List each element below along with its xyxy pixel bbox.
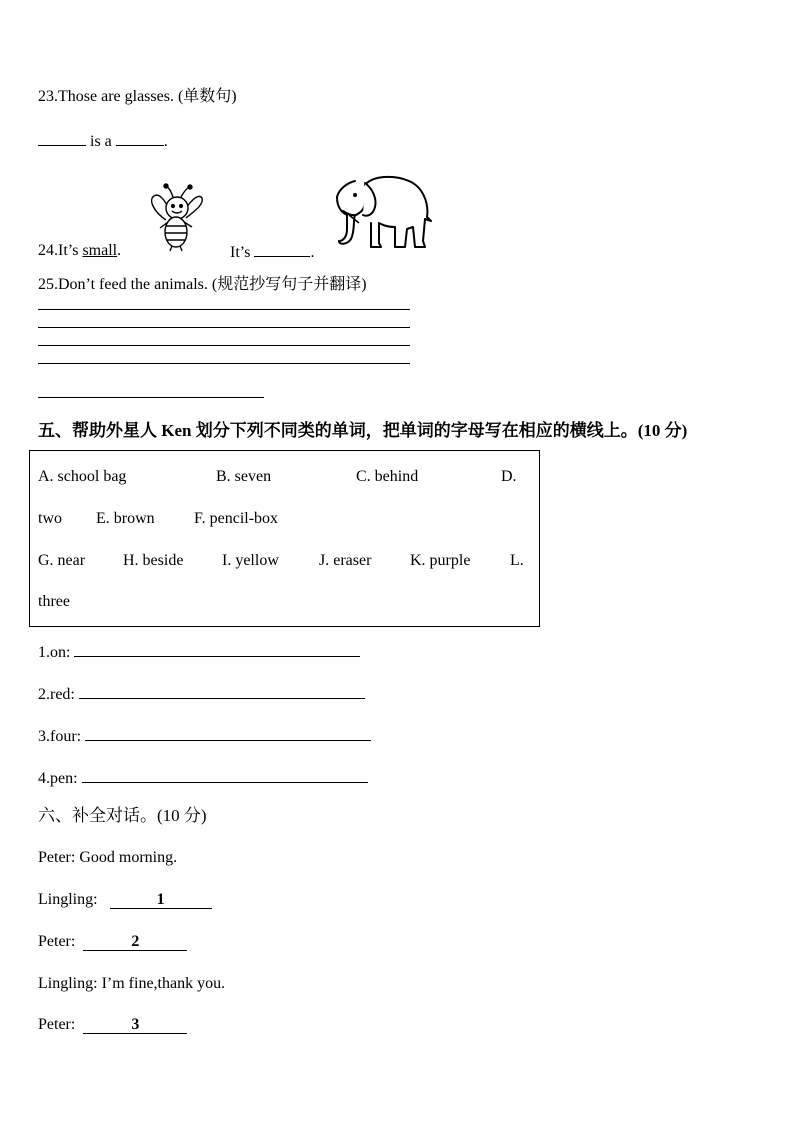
- category-red-line[interactable]: [79, 684, 365, 699]
- dialogue-line-3: Peter: 2: [38, 934, 187, 951]
- dialogue-line-4: Lingling: I’m fine,thank you.: [38, 975, 226, 992]
- q23-blank-1[interactable]: [38, 132, 86, 146]
- dialogue-line-5: Peter: 3: [38, 1017, 187, 1034]
- word-d-label: D.: [501, 468, 517, 485]
- q25-writing-line-1[interactable]: [38, 309, 410, 310]
- q23-prompt: 23.Those are glasses. (单数句): [38, 88, 237, 105]
- elephant-icon: [333, 165, 435, 255]
- q24-blank[interactable]: [254, 243, 310, 257]
- q24-its: It’s: [230, 244, 251, 261]
- q24-text: [38, 243, 121, 259]
- word-l: three: [38, 593, 70, 610]
- q24-prefix: 24.It’s: [38, 242, 83, 259]
- category-four-line[interactable]: [85, 726, 371, 741]
- word-g: G. near: [38, 552, 86, 569]
- section5-title: 五、帮助外星人 Ken 划分下列不同类的单词，把单词的字母写在相应的横线上。(10 分): [38, 421, 688, 440]
- q25-prompt: 25.Don’t feed the animals. (规范抄写句子并翻译): [38, 276, 367, 293]
- q23-is-a: is a: [90, 133, 112, 150]
- dialogue-blank-3[interactable]: 3: [83, 1017, 187, 1034]
- bee-icon: [146, 182, 208, 252]
- category-on-line[interactable]: [74, 642, 360, 657]
- dialogue-line-1: Peter: Good morning.: [38, 849, 178, 866]
- category-four: 3.four:: [38, 726, 371, 745]
- word-l-label: L.: [510, 552, 524, 569]
- word-f: F. pencil-box: [194, 510, 279, 527]
- word-a: A. school bag: [38, 468, 127, 485]
- dialogue-blank-1[interactable]: 1: [110, 892, 212, 909]
- dialogue-line-2: Lingling: 1: [38, 892, 212, 909]
- category-red: 2.red:: [38, 684, 365, 703]
- q25-writing-line-4[interactable]: [38, 363, 410, 364]
- word-c: C. behind: [356, 468, 419, 485]
- word-b: B. seven: [216, 468, 272, 485]
- word-e: E. brown: [96, 510, 155, 527]
- category-pen: 4.pen:: [38, 768, 368, 787]
- q25-writing-line-3[interactable]: [38, 345, 410, 346]
- q24-word: small: [82, 242, 118, 259]
- word-j: J. eraser: [319, 552, 372, 569]
- category-pen-line[interactable]: [82, 768, 368, 783]
- word-d: two: [38, 510, 62, 527]
- category-on: 1.on:: [38, 642, 360, 661]
- word-h: H. beside: [123, 552, 184, 569]
- section6-title: 六、补全对话。(10 分): [38, 806, 207, 825]
- q23-blank-2[interactable]: [116, 132, 164, 146]
- word-k: K. purple: [410, 552, 471, 569]
- word-i: I. yellow: [222, 552, 279, 569]
- q24-answer: [230, 243, 314, 261]
- q23-period: .: [163, 133, 168, 150]
- dialogue-blank-2[interactable]: 2: [83, 934, 187, 951]
- q25-writing-line-2[interactable]: [38, 327, 410, 328]
- q25-translation-line[interactable]: [38, 397, 264, 398]
- q24-end: .: [310, 244, 315, 261]
- q24-period: .: [117, 242, 122, 259]
- q23-answer-line: [38, 132, 168, 150]
